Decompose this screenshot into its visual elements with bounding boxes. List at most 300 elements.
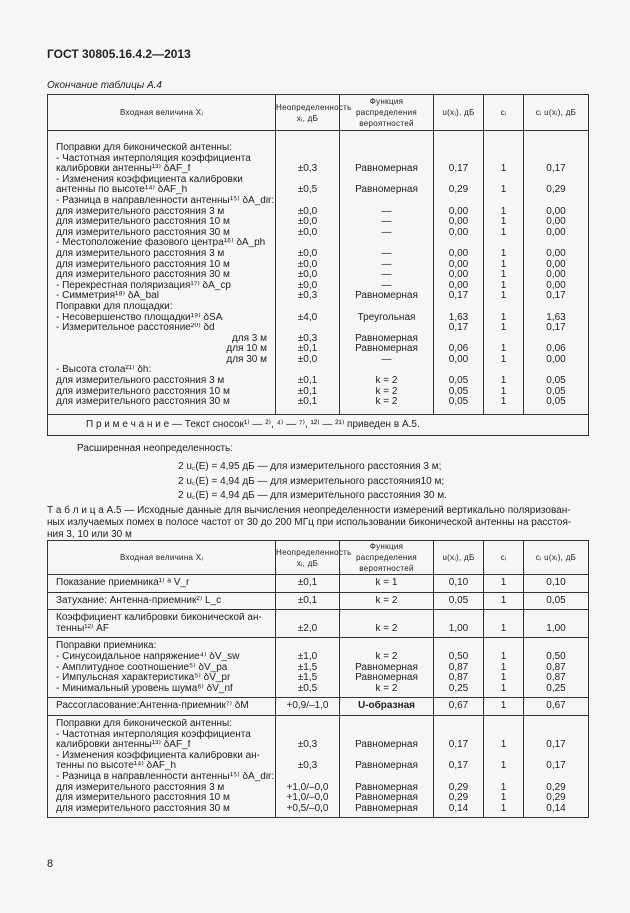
value-line (524, 730, 588, 741)
value-line: 1,00 (546, 623, 566, 634)
table-a5-value-cell (484, 610, 524, 638)
col-u: u(xᵢ), дБ (434, 541, 484, 575)
table-a4-header-row (48, 95, 589, 131)
table-a5-value-cell (434, 575, 484, 593)
table-a4-value-cell: 0,00 (546, 217, 566, 228)
table-a4-value-cell: ±0,1 (297, 397, 318, 408)
value-line: 1 (500, 782, 507, 793)
table-a4-value-cell: 0,00 (448, 354, 469, 365)
value-line: 0,14 (546, 803, 566, 814)
table-a5-value-cell (524, 698, 589, 716)
table-a5-value-cell (434, 698, 484, 716)
table-a4-value-cell: 1 (500, 323, 507, 334)
value-line (484, 772, 523, 783)
table-a4-value-cell: 1 (500, 248, 507, 259)
table-a4-value-cell: 0,29 (448, 185, 469, 196)
col-c: cᵢ (484, 541, 524, 575)
table-a4-value-cell (484, 365, 523, 376)
table-a5-value-cell (434, 592, 484, 610)
table-a5-body (48, 575, 589, 818)
table-a4-value-cell: 0,00 (546, 248, 566, 259)
col-distribution: Функция распределения вероятностей (340, 95, 434, 131)
table-a4-value-cell: k = 2 (375, 397, 398, 408)
table-a5-value-cell (276, 610, 340, 638)
value-line (434, 772, 483, 783)
value-line: ±2,0 (297, 623, 318, 634)
table-a4-value-cell: ±0,0 (297, 354, 318, 365)
table-a4-value-cell (484, 154, 523, 165)
table-a4-value-cell: ±0,0 (297, 227, 318, 238)
table-a4-value-cell (524, 154, 588, 165)
table-a4-value-cell (484, 175, 523, 186)
table-a4-value-cell: 1,63 (546, 312, 566, 323)
table-a4-value-cell: ±0,5 (297, 185, 318, 196)
value-line: 0,67 (546, 701, 566, 712)
table-a4-value-cell: 1 (500, 291, 507, 302)
table-a5-value-cell (340, 698, 434, 716)
caption-line: Т а б л и ц а А.5 — Исходные данные для вычисления неопределенности измерений вертикально поляризован- (47, 505, 571, 516)
table-a4-value-cell: 1 (500, 206, 507, 217)
value-line (276, 641, 339, 652)
table-a4-value-cell: 0,17 (546, 291, 566, 302)
value-line: 1 (500, 701, 507, 712)
table-a4-value-cell: — (381, 270, 392, 281)
table-a4-input-cell: - Несовершенство площадки¹⁹⁾ δSA (56, 312, 223, 323)
table-a4-value-cell: 0,29 (546, 185, 566, 196)
table-a5-value-cell (484, 715, 524, 817)
value-line: 0,10 (546, 578, 566, 588)
table-a5-value-cell (524, 575, 589, 593)
table-a4-value-cell: 1 (500, 280, 507, 291)
table-a4-value-cell (434, 196, 483, 207)
table-a4-value-cell: 0,17 (448, 323, 469, 334)
value-line: 0,05 (546, 595, 566, 606)
table-a4-value-cell: 0,17 (546, 323, 566, 334)
table-a4-value-cell (340, 238, 433, 249)
value-line: Равномерная (355, 761, 418, 772)
table-a4-value-cell: Треугольная (357, 312, 416, 323)
value-line: ±0,3 (297, 740, 318, 751)
table-a4-value-cell: k = 2 (375, 386, 398, 397)
table-a4-value-cell: — (381, 354, 392, 365)
table-a4-value-cell: 1 (500, 217, 507, 228)
value-line (340, 751, 433, 762)
table-a4-value-cell: ±0,1 (297, 386, 318, 397)
value-line: 0,50 (448, 651, 469, 662)
input-line: Поправки приемника: (56, 641, 157, 652)
input-line: для измерительного расстояния 3 м (56, 782, 225, 793)
table-a4-caption: Окончание таблицы А.4 (47, 80, 162, 91)
table-a4-value-cell: 0,00 (448, 270, 469, 281)
input-line: - Синусоидальное напряжение⁴⁾ δV_sw (56, 651, 240, 662)
table-a4-value-cell (276, 154, 339, 165)
table-a4-value-cell: 0,05 (448, 376, 469, 387)
value-line: 0,25 (546, 683, 566, 694)
table-a4-value-cell: 1 (500, 259, 507, 270)
table-a5-value-cell (276, 575, 340, 593)
table-a4-input-cell: - Высота стола²¹⁾ δh: (56, 365, 152, 376)
value-line: 0,29 (448, 782, 469, 793)
value-line: U-образная (357, 701, 416, 712)
value-line: 0,87 (448, 673, 469, 684)
table-a4-value-cell: 1 (500, 386, 507, 397)
table-a4-value-cell (524, 175, 588, 186)
table-a4-value-cell: 0,05 (546, 376, 566, 387)
value-line: 1 (500, 662, 507, 673)
value-line: 0,87 (448, 662, 469, 673)
input-line: - Амплитудное соотношение⁵⁾ δV_pa (56, 662, 228, 673)
value-line: +1,0/–0,0 (286, 793, 329, 804)
value-line: Равномерная (355, 803, 418, 814)
table-a4-value-cell (524, 143, 588, 154)
table-a4-value-cell: 0,00 (448, 248, 469, 259)
table-a4-value-cell: 1 (500, 270, 507, 281)
table-a4-value-cell: 0,00 (448, 280, 469, 291)
value-line: ±0,1 (297, 578, 318, 588)
value-line (434, 641, 483, 652)
col-distribution: Функция распределения вероятностей (340, 541, 434, 575)
table-a4-value-cell: ±0,3 (297, 291, 318, 302)
value-line: 1,00 (448, 623, 469, 634)
table-a4-value-cell: ±0,0 (297, 217, 318, 228)
table-a4-value-cell (484, 238, 523, 249)
table-a4-input-cell: для измерительного расстояния 3 м (56, 376, 225, 387)
value-line: 0,14 (448, 803, 469, 814)
table-a4-value-cell (340, 365, 433, 376)
table-a4-value-cell: 1 (500, 312, 507, 323)
table-a5-value-cell (484, 592, 524, 610)
table-a4-value-cell (524, 334, 588, 345)
table-a4-value-cell (484, 143, 523, 154)
input-line: Коэффициент калибровки биконической ан- (56, 613, 262, 624)
value-line (484, 641, 523, 652)
table-a4-value-cell: ±4,0 (297, 312, 318, 323)
table-a4-input-cell: для измерительного расстояния 10 м (56, 259, 230, 270)
value-line: k = 2 (375, 595, 398, 606)
value-line: 0,29 (546, 793, 566, 804)
value-line (524, 772, 588, 783)
table-a4-value-cell: ±0,1 (297, 376, 318, 387)
value-line: k = 2 (375, 623, 398, 634)
col-input: Входная величина Xᵢ (48, 541, 276, 575)
table-a4-value-cell (524, 302, 588, 313)
table-a4-value-cell: 0,06 (546, 344, 566, 355)
value-line: Равномерная (355, 662, 418, 673)
table-a4-value-cell: — (381, 280, 392, 291)
table-a4-value-cell (340, 143, 433, 154)
table-a4-input-cell: - Измерительное расстояние²⁰⁾ δd (56, 323, 215, 334)
value-line (276, 730, 339, 741)
table-a4-value-cell (276, 302, 339, 313)
value-line (524, 641, 588, 652)
table-a4-value-cell: 0,00 (448, 259, 469, 270)
table-a5-value-cell (340, 638, 434, 698)
value-line: 1 (500, 595, 507, 606)
input-line: - Изменения коэффициента калибровки ан- (56, 750, 260, 761)
table-a4-value-cell: 1 (500, 354, 507, 365)
table-row (48, 610, 589, 638)
table-a4-value-cell (276, 238, 339, 249)
table-a4-value-cell: k = 2 (375, 376, 398, 387)
table-a4-input-cell: антенны по высоте¹⁴⁾ δAF_h (56, 185, 188, 196)
table-a4-value-cell: 0,17 (448, 164, 469, 175)
value-line (484, 730, 523, 741)
col-uncertainty: Неопределенность xᵢ, дБ (276, 95, 340, 131)
table-a4-input-cell: - Перекрестная поляризация¹⁷⁾ δA_cp (56, 280, 231, 291)
expanded-lines (178, 460, 447, 504)
value-line (340, 719, 433, 730)
table-a4-value-cell: — (381, 227, 392, 238)
caption-line: ных излучаемых помех в полосе частот от 30 до 200 МГц при использовании биконической антенны на расстоя- (47, 517, 572, 528)
table-a4-value-cell: 0,05 (448, 386, 469, 397)
value-line: 1 (500, 793, 507, 804)
table-a4-input-cell: для измерительного расстояния 3 м (56, 248, 225, 259)
value-line: k = 1 (375, 578, 398, 588)
table-a4-value-cell: 0,00 (546, 259, 566, 270)
table-a4-input-cell: - Частотная интерполяция коэффициента (56, 153, 251, 164)
input-line: - Частотная интерполяция коэффициента (56, 729, 251, 740)
value-line: 0,29 (448, 793, 469, 804)
value-line: 1 (500, 740, 507, 751)
value-line: 0,67 (448, 701, 469, 712)
value-line (434, 751, 483, 762)
value-line: Равномерная (355, 782, 418, 793)
value-line (484, 751, 523, 762)
table-a4-value-cell: ±0,0 (297, 248, 318, 259)
value-line: 1 (500, 683, 507, 694)
table-a4-value-cell (434, 154, 483, 165)
input-line: - Разница в направленности антенны¹⁵⁾ δA_dir: (56, 771, 275, 782)
table-a4-body (48, 131, 589, 415)
caption-line: ния 3, 10 или 30 м (47, 529, 132, 540)
table-a4-value-cell: ±0,0 (297, 280, 318, 291)
input-line: для измерительного расстояния 30 м (56, 803, 230, 814)
input-line: Затухание: Антенна-приемник²⁾ L_c (56, 595, 222, 606)
input-line: калибровки антенны¹³⁾ δAF_f (56, 740, 191, 751)
value-line: 0,17 (546, 761, 566, 772)
table-a4-value-cell (434, 143, 483, 154)
table-a4-input-cell: Поправки для биконической антенны: (56, 143, 232, 153)
table-a4-value-cell: Равномерная (355, 291, 418, 302)
value-line: ±1,5 (297, 673, 318, 684)
table-a4-value-cell: Равномерная (355, 344, 418, 355)
table-a4-value-cell (524, 196, 588, 207)
table-a4-value-cell: — (381, 259, 392, 270)
table-a4-value-cell (340, 302, 433, 313)
table-a4-value-cell: 0,00 (546, 354, 566, 365)
table-a4-value-cell: 0,00 (546, 270, 566, 281)
table-a5-value-cell (484, 698, 524, 716)
table-a4-value-cell: 1 (500, 344, 507, 355)
table-a4-value-cell: ±0,1 (297, 344, 318, 355)
input-line: тенны по высоте¹⁴⁾ δAF_h (56, 761, 177, 772)
expanded-line: 2 u꜀(E) = 4,95 дБ — для измерительного расстояния 3 м; (178, 461, 442, 472)
table-a4-input-cell: калибровки антенны¹³⁾ δAF_f (56, 164, 191, 175)
table-row (48, 698, 589, 716)
table-a4-value-cell: 0,05 (448, 397, 469, 408)
value-line: 1 (500, 651, 507, 662)
table-a4-note-row (48, 414, 589, 435)
table-a5-value-cell (340, 592, 434, 610)
table-a4-value-cell: 0,05 (546, 397, 566, 408)
table-a5-input-cell (48, 592, 276, 610)
table-a4-value-cell: 0,17 (448, 291, 469, 302)
value-line: ±0,1 (297, 595, 318, 606)
table-a4-value-cell: — (381, 206, 392, 217)
table-a5-input-cell (48, 698, 276, 716)
table-a5-value-cell (340, 575, 434, 593)
table-a4-value-cell: 0,00 (546, 227, 566, 238)
value-line (276, 751, 339, 762)
table-a4-input-cell: - Местоположение фазового центра¹⁶⁾ δA_ph (56, 238, 266, 249)
value-line: +1,0/–0,0 (286, 782, 329, 793)
table-a5-input-cell (48, 575, 276, 593)
table-a4-input-cell: для 10 м (226, 344, 267, 355)
input-line: Показание приемника¹⁾ ᵃ V_r (56, 578, 190, 588)
value-line: ±1,0 (297, 651, 318, 662)
table-a4-value-cell: 1 (500, 397, 507, 408)
table-a4-value-cell (340, 175, 433, 186)
col-input: Входная величина Xᵢ (48, 95, 276, 131)
expanded-line: 2 u꜀(E) = 4,94 дБ — для измерительного расстояния 30 м. (178, 490, 447, 501)
input-line: Рассогласование:Антенна-приемник⁷⁾ δM (56, 701, 249, 712)
table-a4-value-cell (340, 196, 433, 207)
table-a4-input-cell: для 3 м (231, 333, 267, 344)
table-a4-value-cell (524, 365, 588, 376)
value-line (484, 719, 523, 730)
value-line: +0,5/–0,0 (286, 803, 329, 814)
value-line: 0,25 (448, 683, 469, 694)
value-line (434, 730, 483, 741)
input-line: - Минимальный уровень шума⁶⁾ δV_nf (56, 683, 233, 694)
table-a4-value-cell (484, 334, 523, 345)
table-a4-value-cell: 1 (500, 185, 507, 196)
table-a4-value-cell (434, 334, 483, 345)
input-line: - Импульсная характеристика⁵⁾ δV_pr (56, 673, 231, 684)
table-a5-input-cell (48, 610, 276, 638)
value-line (434, 719, 483, 730)
table-a5 (47, 540, 589, 818)
table-a4-value-cell: ±0,0 (297, 270, 318, 281)
table-a4-input-cell: - Симметрия¹⁸⁾ δA_bal (56, 291, 159, 302)
value-line: 0,29 (546, 782, 566, 793)
table-a4-note: П р и м е ч а н и е — Текст сносок¹⁾ — ²⁾, ⁴⁾ — ⁷⁾, ¹²⁾ — ²¹⁾ приведен в А.5. (48, 414, 589, 435)
table-a4-value-cell: 1,63 (448, 312, 469, 323)
table-a4-value-cell: 0,00 (546, 206, 566, 217)
value-line: 0,50 (546, 651, 566, 662)
expanded-line: 2 u꜀(E) = 4,94 дБ — для измерительного расстояния10 м; (178, 475, 445, 487)
table-a5-value-cell (484, 575, 524, 593)
col-u: u(xᵢ), дБ (434, 95, 484, 131)
table-a4-value-cell (524, 238, 588, 249)
table-a4-input-cell: - Изменения коэффициента калибровки (56, 174, 243, 185)
table-a4-value-cell (434, 238, 483, 249)
value-line (276, 719, 339, 730)
value-line (340, 641, 433, 652)
table-a4-input-cell: для измерительного расстояния 30 м (56, 397, 230, 408)
table-a4-value-cell: ±0,0 (297, 206, 318, 217)
value-line: Равномерная (355, 793, 418, 804)
table-a5-value-cell (276, 698, 340, 716)
table-a5-value-cell (524, 610, 589, 638)
table-a4-value-cell (340, 323, 433, 334)
value-line (524, 751, 588, 762)
value-line: +0,9/–1,0 (286, 701, 329, 712)
table-a4-value-cell (434, 175, 483, 186)
table-a4-value-cell: 0,00 (448, 217, 469, 228)
value-line: Равномерная (355, 740, 418, 751)
value-line: 0,17 (448, 761, 469, 772)
table-a4-value-cell: ±0,3 (297, 333, 318, 344)
table-a4-value-cell (276, 175, 339, 186)
table-a5-input-cell (48, 715, 276, 817)
table-a4-value-cell: — (381, 248, 392, 259)
table-a4-value-cell: ±0,0 (297, 259, 318, 270)
table-a5-value-cell (524, 592, 589, 610)
page-number: 8 (47, 858, 54, 870)
value-line: 0,10 (448, 578, 469, 588)
table-a5-value-cell (276, 592, 340, 610)
table-a4-value-cell: 1 (500, 164, 507, 175)
value-line: 1 (500, 623, 507, 634)
value-line: k = 2 (375, 683, 398, 694)
table-a5-value-cell (276, 715, 340, 817)
table-a4-value-cell: 0,00 (448, 206, 469, 217)
input-line: для измерительного расстояния 10 м (56, 793, 230, 804)
table-a4-value-cell: 0,00 (448, 227, 469, 238)
table-a5-value-cell (434, 715, 484, 817)
table-a4-value-cell (340, 154, 433, 165)
table-a5-value-cell (340, 715, 434, 817)
table-a5-value-cell (484, 638, 524, 698)
table-a4-value-cell: — (381, 217, 392, 228)
col-cu: cᵢ u(xᵢ), дБ (524, 95, 589, 131)
table-a4-input-cell: для измерительного расстояния 10 м (56, 217, 230, 228)
table-a5-value-cell (434, 638, 484, 698)
table-row (48, 575, 589, 593)
table-a4-value-cell: Равномерная (355, 185, 418, 196)
table-a4-input-cell: для 30 м (226, 354, 267, 365)
table-a4-value-cell (484, 196, 523, 207)
table-a5-header-row (48, 541, 589, 575)
value-line: k = 2 (375, 651, 398, 662)
value-line: 0,17 (448, 740, 469, 751)
table-a4-input-cell: для измерительного расстояния 10 м (56, 386, 230, 397)
col-uncertainty: Неопределенность xᵢ, дБ (276, 541, 340, 575)
table-row (48, 592, 589, 610)
table-a4-input-cell: для измерительного расстояния 3 м (56, 206, 225, 217)
value-line (276, 772, 339, 783)
input-line: тенны¹²⁾ AF (56, 623, 109, 634)
value-line: 1 (500, 803, 507, 814)
value-line: 0,05 (448, 595, 469, 606)
col-c: cᵢ (484, 95, 524, 131)
table-a4-value-cell: 0,00 (546, 280, 566, 291)
value-line: 0,87 (546, 673, 566, 684)
table-a4-value-cell (276, 196, 339, 207)
table-a4-value-cell: 1 (500, 227, 507, 238)
table-a4-input-cell: - Разница в направленности антенны¹⁵⁾ δA_dir: (56, 195, 275, 206)
table-a5-value-cell (524, 638, 589, 698)
value-line (524, 719, 588, 730)
value-line: 0,17 (546, 740, 566, 751)
table-a4-value-cell (276, 143, 339, 154)
col-cu: cᵢ u(xᵢ), дБ (524, 541, 589, 575)
table-a4-value-cell (434, 302, 483, 313)
table-a4-value-cell (434, 365, 483, 376)
table-a4-value-cell (276, 365, 339, 376)
table-a4-value-cell: ±0,3 (297, 164, 318, 175)
